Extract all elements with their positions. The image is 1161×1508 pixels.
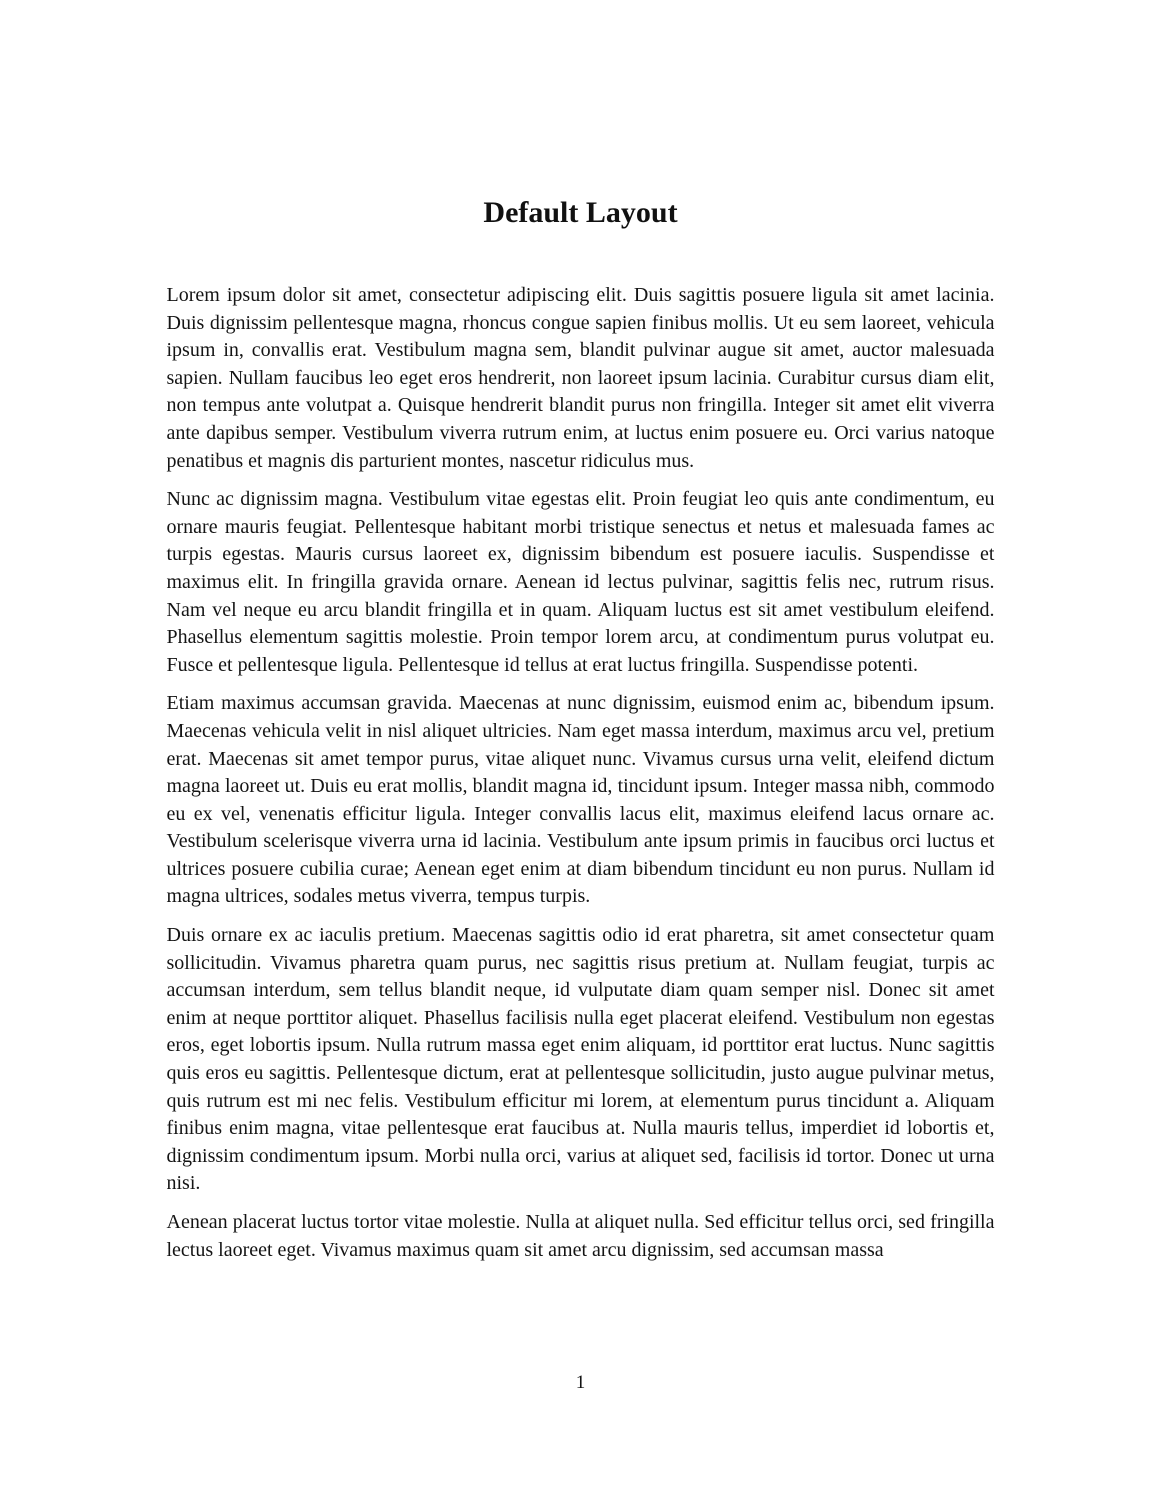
document-body [167,282,995,1264]
paragraph-2: Nunc ac dignissim magna. Vestibulum vitae egestas elit. Proin feugiat leo quis ante condimentum, eu ornare mauris feugiat. Pellentesque habitant morbi tristique senectus et netus et malesuada fames ac turpis egestas. Mauris cursus laoreet ex, dignissim bibendum est posuere iaculis. Suspendisse et maximus elit. In fringilla gravida ornare. Aenean id lectus pulvinar, sagittis felis nec, rutrum risus. Nam vel neque eu arcu blandit fringilla et in quam. Aliquam luctus est sit amet vestibulum eleifend. Phasellus elementum sagittis molestie. Proin tempor lorem arcu, at condimentum purus volutpat eu. Fusce et pellentesque ligula. Pellentesque id tellus at erat luctus fringilla. Suspendisse potenti. [166,488,995,676]
document-title: Default Layout [483,196,678,229]
text-block [167,0,995,1264]
paragraph-1: Lorem ipsum dolor sit amet, consectetur adipiscing elit. Duis sagittis posuere ligula sit amet lacinia. Duis dignissim pellentesque magna, rhoncus congue sapien finibus mollis. Ut eu sem laoreet, vehicula ipsum in, convallis erat. Vestibulum magna sem, blandit pulvinar augue sit amet, auctor malesuada sapien. Nullam faucibus leo eget eros hendrerit, non laoreet ipsum lacinia. Curabitur cursus diam elit, non tempus ante volutpat a. Quisque hendrerit blandit purus non fringilla. Integer sit amet elit viverra ante dapibus semper. Vestibulum viverra rutrum enim, at luctus enim posuere eu. Orci varius natoque penatibus et magnis dis parturient montes, nascetur ridiculus mus. [166,284,995,472]
paragraph-3: Etiam maximus accumsan gravida. Maecenas at nunc dignissim, euismod enim ac, bibendum ipsum. Maecenas vehicula velit in nisl aliquet ultricies. Nam eget massa interdum, maximus arcu vel, pretium erat. Maecenas sit amet tempor purus, vitae aliquet nunc. Vivamus cursus urna velit, eleifend dictum magna laoreet ut. Duis eu erat mollis, blandit magna id, tincidunt ipsum. Integer massa nibh, commodo eu ex vel, venenatis efficitur ligula. Integer convallis lacus elit, maximus eleifend lacus ornare ac. Vestibulum scelerisque viverra urna id lacinia. Vestibulum ante ipsum primis in faucibus orci luctus et ultrices posuere cubilia curae; Aenean eget enim at diam bibendum tincidunt eu non purus. Nullam id magna ultrices, sodales metus viverra, tempus turpis. [166,692,995,908]
paragraph-5: Aenean placerat luctus tortor vitae molestie. Nulla at aliquet nulla. Sed efficitur tellus orci, sed fringilla lectus laoreet eget. Vivamus maximus quam sit amet arcu dignissim, sed accumsan massa [166,1211,995,1261]
paragraph-4: Duis ornare ex ac iaculis pretium. Maecenas sagittis odio id erat pharetra, sit amet consectetur quam sollicitudin. Vivamus pharetra quam purus, nec sagittis risus pretium at. Nullam feugiat, turpis ac accumsan interdum, sem tellus blandit neque, id vulputate diam quam semper nisl. Donec sit amet enim at neque porttitor aliquet. Phasellus facilisis nulla eget placerat eleifend. Vestibulum non egestas eros, eget lobortis ipsum. Nulla rutrum massa eget enim aliquam, id porttitor erat luctus. Nunc sagittis quis eros eu sagittis. Pellentesque dictum, erat at pellentesque sollicitudin, justo augue pulvinar metus, quis rutrum est mi nec felis. Vestibulum efficitur mi lorem, at elementum purus tincidunt a. Aliquam finibus enim magna, vitae pellentesque erat faucibus at. Nulla mauris tellus, imperdiet id lobortis et, dignissim condimentum ipsum. Morbi nulla orci, varius at aliquet sed, facilisis id tortor. Donec ut urna nisi. [166,924,995,1195]
page-number: 1 [575,1372,586,1393]
